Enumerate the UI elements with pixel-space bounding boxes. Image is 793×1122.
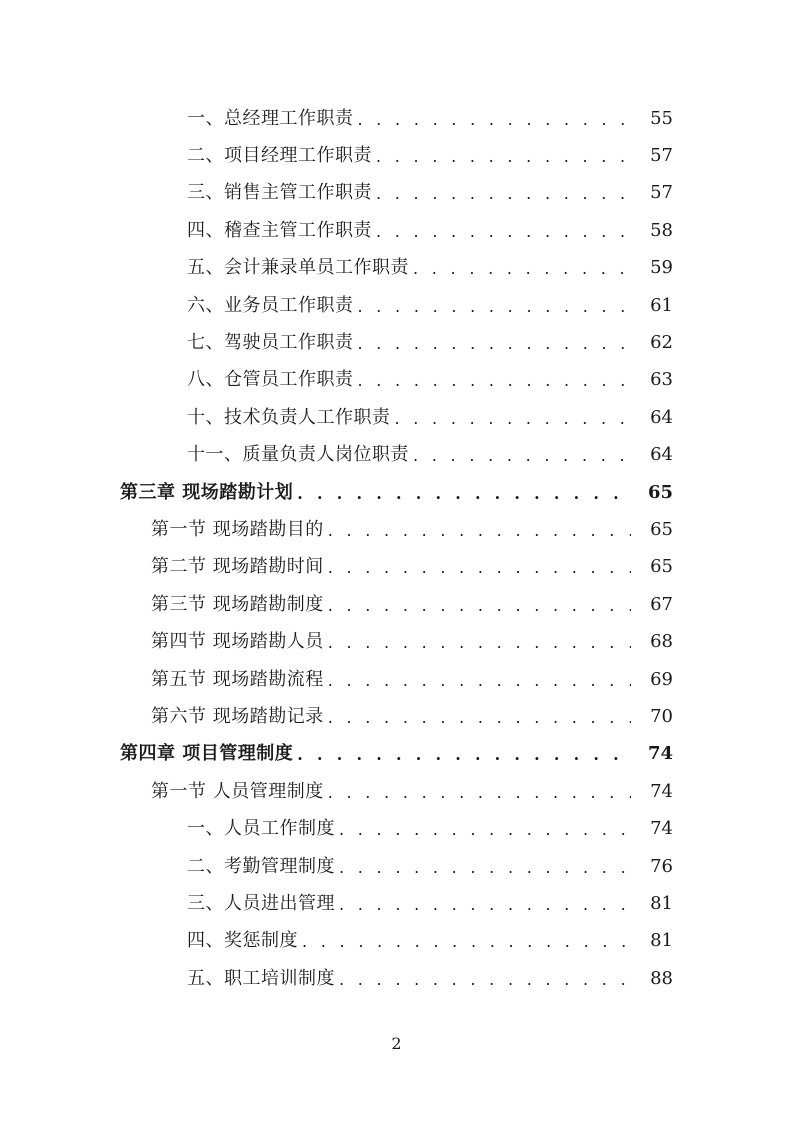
toc-section-entry[interactable]: [0, 661, 793, 698]
toc-dot-leader: [339, 897, 631, 913]
toc-entry-title: 三、人员进出管理: [187, 892, 335, 914]
toc-subsection-entry[interactable]: [0, 362, 793, 399]
toc-subsection-entry[interactable]: [0, 287, 793, 324]
toc-dot-leader: [328, 523, 631, 539]
toc-subsection-entry[interactable]: [0, 399, 793, 436]
toc-entry-title: 二、考勤管理制度: [187, 855, 335, 877]
toc-entry-page-number: 62: [650, 332, 673, 354]
toc-dot-leader: [358, 336, 632, 352]
toc-entry-title: 四、奖惩制度: [187, 930, 298, 952]
toc-entry-title: 一、总经理工作职责: [187, 107, 354, 129]
toc-entry-title: 六、业务员工作职责: [187, 294, 354, 316]
toc-entry-page-number: 63: [650, 369, 673, 391]
toc-entry-title: 第三节 现场踏勘制度: [151, 593, 324, 615]
toc-entry-page-number: 57: [650, 182, 673, 204]
toc-entry-page-number: 81: [650, 892, 673, 914]
toc-subsection-entry[interactable]: [0, 848, 793, 885]
toc-entry-page-number: 65: [647, 481, 673, 503]
toc-entry-title: 第二节 现场踏勘时间: [151, 556, 324, 578]
toc-dot-leader: [413, 448, 631, 464]
toc-chapter-entry[interactable]: [0, 736, 793, 773]
toc-entry-page-number: 68: [650, 631, 673, 653]
toc-section-entry[interactable]: [0, 511, 793, 548]
toc-entry-page-number: 58: [650, 219, 673, 241]
toc-section-entry[interactable]: [0, 549, 793, 586]
toc-dot-leader: [328, 710, 631, 726]
toc-entry-title: 一、人员工作制度: [187, 818, 335, 840]
toc-entry-page-number: 55: [650, 107, 673, 129]
toc-entry-page-number: 74: [650, 818, 673, 840]
toc-entry-title: 第四节 现场踏勘人员: [151, 631, 324, 653]
toc-section-entry[interactable]: [0, 773, 793, 810]
toc-subsection-entry[interactable]: [0, 137, 793, 174]
toc-dot-leader: [358, 112, 632, 128]
toc-entry-title: 十、技术负责人工作职责: [187, 406, 391, 428]
toc-subsection-entry[interactable]: [0, 923, 793, 960]
toc-dot-leader: [413, 261, 631, 277]
toc-entry-page-number: 65: [650, 518, 673, 540]
toc-entry-page-number: 65: [650, 556, 673, 578]
toc-entry-page-number: 59: [650, 257, 673, 279]
toc-entry-title: 五、职工培训制度: [187, 967, 335, 989]
toc-dot-leader: [339, 822, 631, 838]
toc-dot-leader: [339, 860, 631, 876]
table-of-contents: [0, 100, 793, 997]
toc-dot-leader: [339, 972, 631, 988]
toc-entry-page-number: 81: [650, 930, 673, 952]
toc-entry-title: 十一、质量负责人岗位职责: [187, 444, 409, 466]
toc-dot-leader: [297, 486, 631, 502]
toc-entry-page-number: 61: [650, 294, 673, 316]
toc-entry-page-number: 70: [650, 705, 673, 727]
toc-entry-title: 第一节 现场踏勘目的: [151, 518, 324, 540]
toc-section-entry[interactable]: [0, 698, 793, 735]
toc-entry-page-number: 64: [650, 406, 673, 428]
toc-dot-leader: [297, 747, 631, 763]
toc-dot-leader: [328, 673, 631, 689]
toc-dot-leader: [328, 635, 631, 651]
page-number: 2: [391, 1034, 402, 1053]
toc-entry-page-number: 76: [650, 855, 673, 877]
toc-dot-leader: [376, 224, 631, 240]
toc-section-entry[interactable]: [0, 586, 793, 623]
toc-entry-title: 四、稽查主管工作职责: [187, 219, 372, 241]
toc-entry-title: 八、仓管员工作职责: [187, 369, 354, 391]
toc-entry-page-number: 74: [650, 780, 673, 802]
toc-dot-leader: [376, 186, 631, 202]
toc-dot-leader: [395, 411, 632, 427]
toc-entry-title: 第四章 项目管理制度: [120, 743, 294, 765]
toc-subsection-entry[interactable]: [0, 437, 793, 474]
toc-entry-title: 第五节 现场踏勘流程: [151, 668, 324, 690]
toc-dot-leader: [358, 299, 632, 315]
toc-section-entry[interactable]: [0, 623, 793, 660]
toc-entry-title: 二、项目经理工作职责: [187, 145, 372, 167]
toc-entry-title: 七、驾驶员工作职责: [187, 332, 354, 354]
toc-dot-leader: [328, 598, 631, 614]
toc-entry-page-number: 64: [650, 444, 673, 466]
toc-dot-leader: [358, 373, 632, 389]
toc-entry-page-number: 67: [650, 593, 673, 615]
toc-subsection-entry[interactable]: [0, 250, 793, 287]
toc-entry-page-number: 88: [650, 967, 673, 989]
toc-subsection-entry[interactable]: [0, 810, 793, 847]
toc-subsection-entry[interactable]: [0, 885, 793, 922]
toc-chapter-entry[interactable]: [0, 474, 793, 511]
toc-subsection-entry[interactable]: [0, 175, 793, 212]
toc-entry-title: 第六节 现场踏勘记录: [151, 705, 324, 727]
toc-entry-title: 三、销售主管工作职责: [187, 182, 372, 204]
toc-subsection-entry[interactable]: [0, 960, 793, 997]
toc-dot-leader: [376, 149, 631, 165]
toc-dot-leader: [328, 785, 631, 801]
toc-entry-title: 五、会计兼录单员工作职责: [187, 257, 409, 279]
toc-entry-title: 第一节 人员管理制度: [151, 780, 324, 802]
toc-subsection-entry[interactable]: [0, 324, 793, 361]
toc-entry-page-number: 69: [650, 668, 673, 690]
toc-dot-leader: [302, 934, 631, 950]
toc-subsection-entry[interactable]: [0, 212, 793, 249]
toc-subsection-entry[interactable]: [0, 100, 793, 137]
toc-dot-leader: [328, 560, 631, 576]
toc-entry-page-number: 57: [650, 145, 673, 167]
toc-entry-title: 第三章 现场踏勘计划: [120, 481, 294, 503]
toc-entry-page-number: 74: [647, 743, 673, 765]
